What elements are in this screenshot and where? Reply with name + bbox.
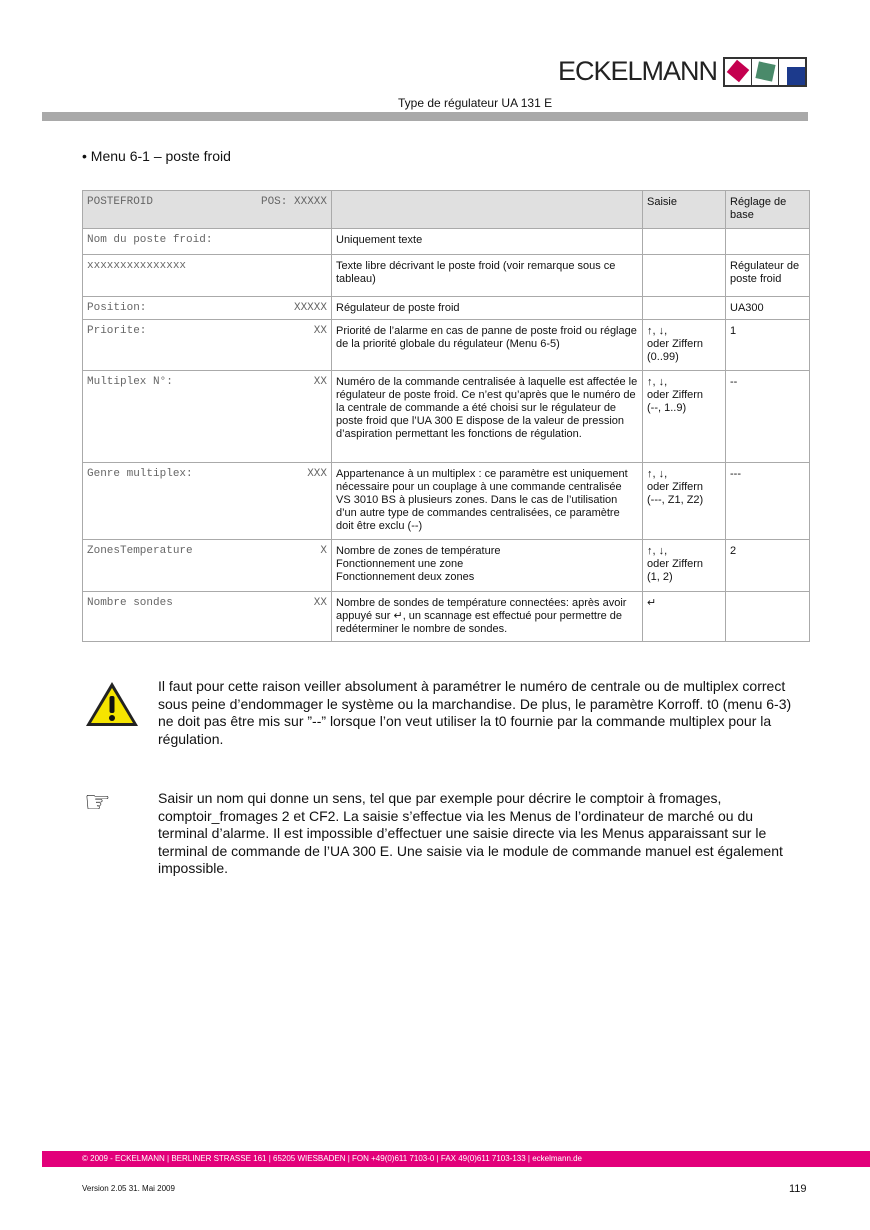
base-value-cell xyxy=(726,592,810,642)
param-label: Nom du poste froid: xyxy=(87,234,213,246)
version-info: Version 2.05 31. Mai 2009 xyxy=(82,1184,175,1193)
saisie-cell xyxy=(643,229,726,255)
document-subtitle: Type de régulateur UA 131 E xyxy=(398,96,553,110)
table-row xyxy=(83,371,810,463)
base-value-cell: UA300 xyxy=(726,297,810,320)
param-label: Multiplex N°: xyxy=(87,376,173,388)
description-cell: Régulateur de poste froid xyxy=(332,297,643,320)
table-header-row xyxy=(83,191,810,229)
header-cell-menu xyxy=(83,191,332,229)
param-value: XX xyxy=(313,376,327,388)
param-cell xyxy=(83,229,332,255)
hint-note: Saisir un nom qui donne un sens, tel que par exemple pour décrire le comptoir à fromages, comptoir_fromages 2 et CF2. La saisie s’effectue via les Menus de l’ordinateur de marché ou du terminal d’alarme. Il est impossible d’effectuer une saisie directe via les Menus apparaissant sur le terminal de commande de l’UA 300 E. Une saisie via le module de commande manuel est également impossible. xyxy=(158,790,783,876)
page-number: 119 xyxy=(789,1183,807,1195)
header-divider xyxy=(42,112,808,121)
param-value: X xyxy=(320,545,327,557)
warning-note: Il faut pour cette raison veiller absolument à paramétrer le numéro de centrale ou de multiplex correct sous peine d’endommager le système ou la marchandise. De plus, le paramètre Korroff. t0 (menu 6-3) ne doit pas être mis sur ”--” lorsque l’on veut utiliser la t0 fournie par la commande multiplex pour la régulation. xyxy=(158,678,792,747)
param-label: ZonesTemperature xyxy=(87,545,193,557)
description-cell: Priorité de l’alarme en cas de panne de poste froid ou réglage de la priorité globale du régulateur (Menu 6-5) xyxy=(332,320,643,371)
section-title-text: Menu 6-1 – poste froid xyxy=(90,148,231,164)
table-row xyxy=(83,229,810,255)
param-label: Priorite: xyxy=(87,325,147,337)
header-cell-saisie: Saisie xyxy=(643,191,726,229)
param-value: XXXXX xyxy=(293,302,327,314)
brand-name: ECKELMANN xyxy=(558,56,718,86)
warning-icon xyxy=(84,680,140,733)
header-cell-base: Réglage de base xyxy=(726,191,810,229)
param-label: Position: xyxy=(87,302,147,314)
saisie-cell xyxy=(643,255,726,297)
pointing-hand-icon: ☞ xyxy=(84,786,111,819)
saisie-cell: ↑, ↓, oder Ziffern (--, 1..9) xyxy=(643,371,726,463)
param-value: XX xyxy=(313,325,327,337)
param-value: XX xyxy=(313,597,327,609)
table-row xyxy=(83,320,810,371)
param-label: xxxxxxxxxxxxxxx xyxy=(87,260,187,272)
table-row xyxy=(83,540,810,592)
menu-label: POSTEFROID xyxy=(87,196,154,208)
footer-address: © 2009 - ECKELMANN | BERLINER STRASSE 161 | 65205 WIESBADEN | FON +49(0)611 7103-0 | FAX 49(0)611 7103-133 | eckelmann.de xyxy=(42,1151,870,1167)
table-row xyxy=(83,463,810,540)
base-value-cell: Régulateur de poste froid xyxy=(726,255,810,297)
description-cell: Numéro de la commande centralisée à laquelle est affectée le régulateur de poste froid. Ce n’est qu’après que le numéro de la centrale de commande a été choisi sur le régulateur de poste froid que l’UA 300 E dispose de la valeur de pression d’aspiration permettant les fonctions de régulation. xyxy=(332,371,643,463)
description-cell: Appartenance à un multiplex : ce paramètre est uniquement nécessaire pour un couplage à une commande centralisée VS 3010 BS à plusieurs zones. Dans le cas de l’utilisation d’un autre type de commandes centralisées, ce paramètre doit être exclu (--) xyxy=(332,463,643,540)
saisie-cell xyxy=(643,297,726,320)
param-label: Genre multiplex: xyxy=(87,468,193,480)
base-value-cell xyxy=(726,229,810,255)
eckelmann-logo xyxy=(558,56,807,87)
param-cell xyxy=(83,320,332,371)
base-value-cell: 1 xyxy=(726,320,810,371)
menu-pos: POS: XXXXX xyxy=(260,196,327,208)
parameter-table xyxy=(82,190,810,642)
description-cell: Nombre de zones de température Fonctionnement une zone Fonctionnement deux zones xyxy=(332,540,643,592)
param-cell xyxy=(83,463,332,540)
table-row xyxy=(83,255,810,297)
saisie-cell: ↵ xyxy=(643,592,726,642)
logo-squares-icon xyxy=(723,57,807,87)
saisie-cell: ↑, ↓, oder Ziffern (1, 2) xyxy=(643,540,726,592)
param-cell xyxy=(83,297,332,320)
header-cell-desc xyxy=(332,191,643,229)
param-value: XXX xyxy=(307,468,327,480)
param-label: Nombre sondes xyxy=(87,597,173,609)
description-cell: Uniquement texte xyxy=(332,229,643,255)
table-row xyxy=(83,592,810,642)
base-value-cell: --- xyxy=(726,463,810,540)
saisie-cell: ↑, ↓, oder Ziffern (---, Z1, Z2) xyxy=(643,463,726,540)
section-title: • Menu 6-1 – poste froid xyxy=(82,148,231,164)
saisie-cell: ↑, ↓, oder Ziffern (0..99) xyxy=(643,320,726,371)
param-cell xyxy=(83,255,332,297)
param-cell xyxy=(83,540,332,592)
param-cell xyxy=(83,371,332,463)
description-cell: Nombre de sondes de température connectées: après avoir appuyé sur ↵, un scannage est effectué pour permettre de redéterminer le nombre de sondes. xyxy=(332,592,643,642)
base-value-cell: -- xyxy=(726,371,810,463)
description-cell: Texte libre décrivant le poste froid (voir remarque sous ce tableau) xyxy=(332,255,643,297)
base-value-cell: 2 xyxy=(726,540,810,592)
param-cell xyxy=(83,592,332,642)
table-row xyxy=(83,297,810,320)
